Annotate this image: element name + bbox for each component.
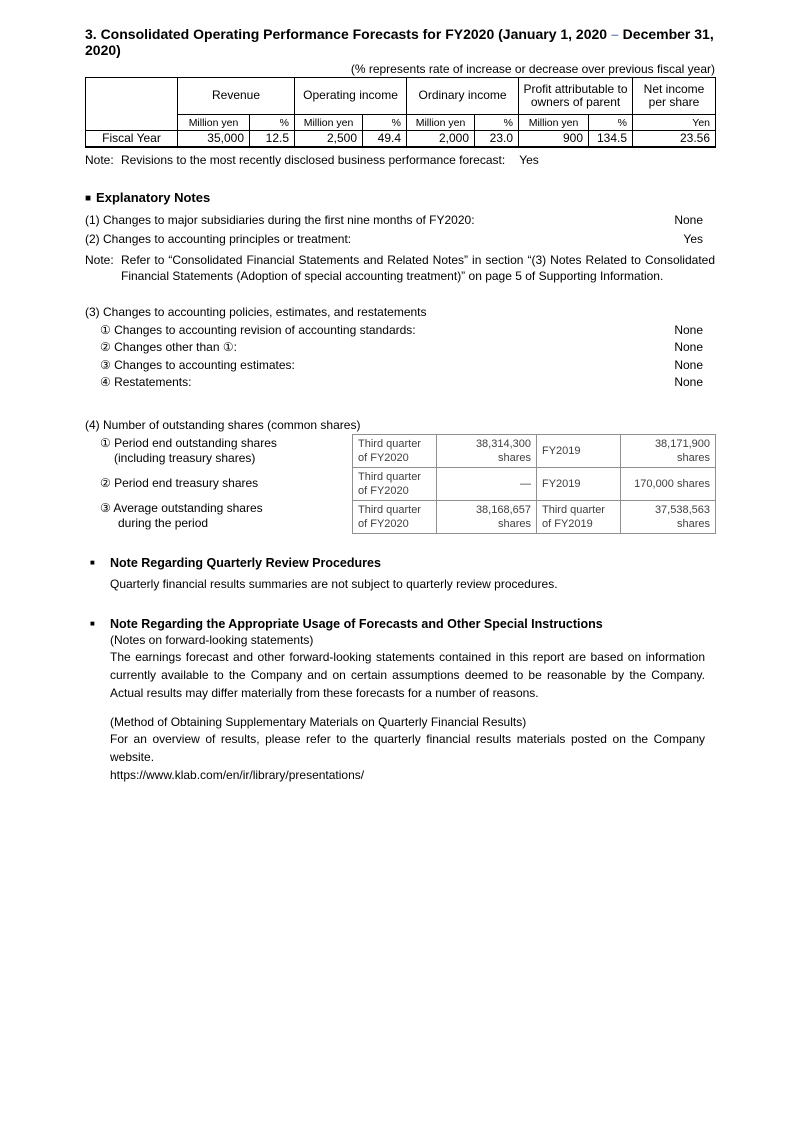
section-title-text-end: December 31, 2020)	[85, 26, 714, 58]
review-procedures-body: Quarterly financial results summaries are not subject to quarterly review procedures.	[110, 576, 558, 591]
share-label-line: ② Period end treasury shares	[100, 475, 259, 490]
review-procedures-heading-text: Note Regarding Quarterly Review Procedures	[110, 555, 381, 570]
period-cell: Third quarter of FY2020	[353, 467, 437, 500]
col-net-income-per-share: Net income per share	[633, 78, 716, 115]
unit-cell: %	[250, 115, 295, 131]
col-operating-income: Operating income	[295, 78, 407, 115]
forecast-corner-cell	[86, 78, 178, 131]
item-value: None	[674, 340, 703, 354]
subitem-3	[85, 357, 715, 375]
note-value: Yes	[519, 152, 539, 167]
item-value: None	[674, 212, 703, 227]
value-cell: 134.5	[589, 131, 633, 147]
supplementary-materials-subheading: (Method of Obtaining Supplementary Materials on Quarterly Financial Results)	[110, 714, 527, 729]
unit-cell: Million yen	[519, 115, 589, 131]
forecast-usage-heading-text: Note Regarding the Appropriate Usage of Forecasts and Other Special Instructions	[110, 616, 603, 631]
square-bullet-icon: ■	[90, 557, 95, 567]
note-label: Note:	[85, 152, 114, 167]
value-cell: 12.5	[250, 131, 295, 147]
shares-value-cell: 38,314,300 shares	[437, 434, 537, 467]
period-cell: FY2019	[537, 434, 621, 467]
period-cell: Third quarter of FY2020	[353, 500, 437, 533]
supplementary-materials-body: For an overview of results, please refer to the quarterly financial results materials posted on the Company website.	[110, 731, 705, 764]
share-label-3	[100, 501, 263, 531]
value-cell: 35,000	[178, 131, 250, 147]
period-cell: Third quarter of FY2019	[537, 500, 621, 533]
table-row	[353, 467, 716, 500]
forward-looking-subheading: (Notes on forward-looking statements)	[110, 632, 314, 647]
review-procedures-section	[85, 555, 715, 593]
forecast-usage-section	[85, 616, 715, 784]
explanatory-notes-heading-text: Explanatory Notes	[96, 189, 211, 205]
note-text: Revisions to the most recently disclosed business performance forecast:	[121, 152, 506, 167]
period-cell: Third quarter of FY2020	[353, 434, 437, 467]
forecast-usage-heading	[85, 616, 715, 632]
item-label: (2) Changes to accounting principles or treatment:	[85, 231, 352, 246]
forecast-revision-note	[85, 153, 715, 168]
item-label: (1) Changes to major subsidiaries during the first nine months of FY2020:	[85, 212, 475, 227]
subitem-2	[85, 339, 715, 357]
section-title-text: 3. Consolidated Operating Performance Forecasts for FY2020 (January 1, 2020	[85, 26, 611, 42]
unit-cell: %	[363, 115, 407, 131]
forecast-table-caption: (% represents rate of increase or decrease over previous fiscal year)	[350, 62, 715, 76]
item-4-heading: (4) Number of outstanding shares (common shares)	[85, 417, 361, 432]
share-label-1	[100, 436, 277, 466]
presentations-url[interactable]: https://www.klab.com/en/ir/library/presentations/	[110, 767, 365, 782]
fiscal-year-label: Fiscal Year	[86, 131, 178, 147]
share-label-line: ① Period end outstanding shares	[100, 435, 277, 450]
table-row	[353, 500, 716, 533]
value-cell: 23.56	[633, 131, 716, 147]
value-cell: 900	[519, 131, 589, 147]
item-3-heading: (3) Changes to accounting policies, estimates, and restatements	[85, 304, 427, 319]
table-row	[353, 434, 716, 467]
review-procedures-heading	[85, 555, 715, 571]
item-label: ① Changes to accounting revision of accounting standards:	[100, 322, 416, 337]
square-bullet-icon: ■	[85, 192, 92, 204]
item-value: None	[674, 375, 703, 389]
shares-table	[352, 434, 716, 534]
col-ordinary-income: Ordinary income	[407, 78, 519, 115]
note-text: Refer to “Consolidated Financial Statements and Related Notes” in section “(3) Notes Related to Consolidated Financial Statements (Adoption of special accounting treatment)” on page 5 of Supporting Information.	[121, 252, 715, 283]
shares-value-cell: 37,538,563 shares	[621, 500, 716, 533]
value-cell: 23.0	[475, 131, 519, 147]
section-title	[85, 26, 715, 58]
explanatory-item-2	[85, 232, 715, 247]
unit-cell: Yen	[633, 115, 716, 131]
accounting-treatment-note	[85, 252, 715, 284]
unit-cell: Million yen	[295, 115, 363, 131]
shares-value-cell: 170,000 shares	[621, 467, 716, 500]
shares-value-cell: 38,171,900 shares	[621, 434, 716, 467]
value-cell: 2,000	[407, 131, 475, 147]
unit-cell: Million yen	[178, 115, 250, 131]
shares-value-cell: 38,168,657 shares	[437, 500, 537, 533]
col-revenue: Revenue	[178, 78, 295, 115]
forward-looking-body: The earnings forecast and other forward-looking statements contained in this report are based on information currently available to the Company and on certain assumptions deemed to be reasonable by the Company. Actual results may differ materially from these forecasts for a number of reasons.	[110, 649, 705, 700]
title-dash: –	[610, 26, 619, 42]
unit-cell: Million yen	[407, 115, 475, 131]
shares-section	[85, 434, 715, 534]
explanatory-notes-heading	[85, 190, 715, 206]
subitem-4	[85, 374, 715, 392]
note-label: Note:	[85, 252, 114, 267]
share-label-2	[100, 476, 258, 491]
forecast-units-row	[86, 115, 716, 131]
item-label: ③ Changes to accounting estimates:	[100, 357, 295, 372]
share-label-line: ③ Average outstanding shares	[100, 500, 263, 515]
square-bullet-icon: ■	[90, 618, 95, 628]
item-label: ② Changes other than ①:	[100, 340, 237, 354]
value-cell: 49.4	[363, 131, 407, 147]
shares-value-cell: —	[437, 467, 537, 500]
share-label-line: (including treasury shares)	[114, 450, 256, 465]
unit-cell: %	[589, 115, 633, 131]
item-value: None	[674, 322, 703, 337]
forecast-data-row	[86, 131, 716, 147]
period-cell: FY2019	[537, 467, 621, 500]
explanatory-item-1	[85, 213, 715, 228]
item-value: Yes	[683, 231, 703, 246]
col-profit-attributable: Profit attributable to owners of parent	[519, 78, 633, 115]
unit-cell: %	[475, 115, 519, 131]
value-cell: 2,500	[295, 131, 363, 147]
subitem-1	[85, 322, 715, 340]
share-label-line: during the period	[118, 515, 209, 530]
forecast-header-row	[86, 78, 716, 115]
item-value: None	[674, 357, 703, 372]
forecast-table	[85, 77, 716, 148]
item-label: ④ Restatements:	[100, 375, 192, 389]
